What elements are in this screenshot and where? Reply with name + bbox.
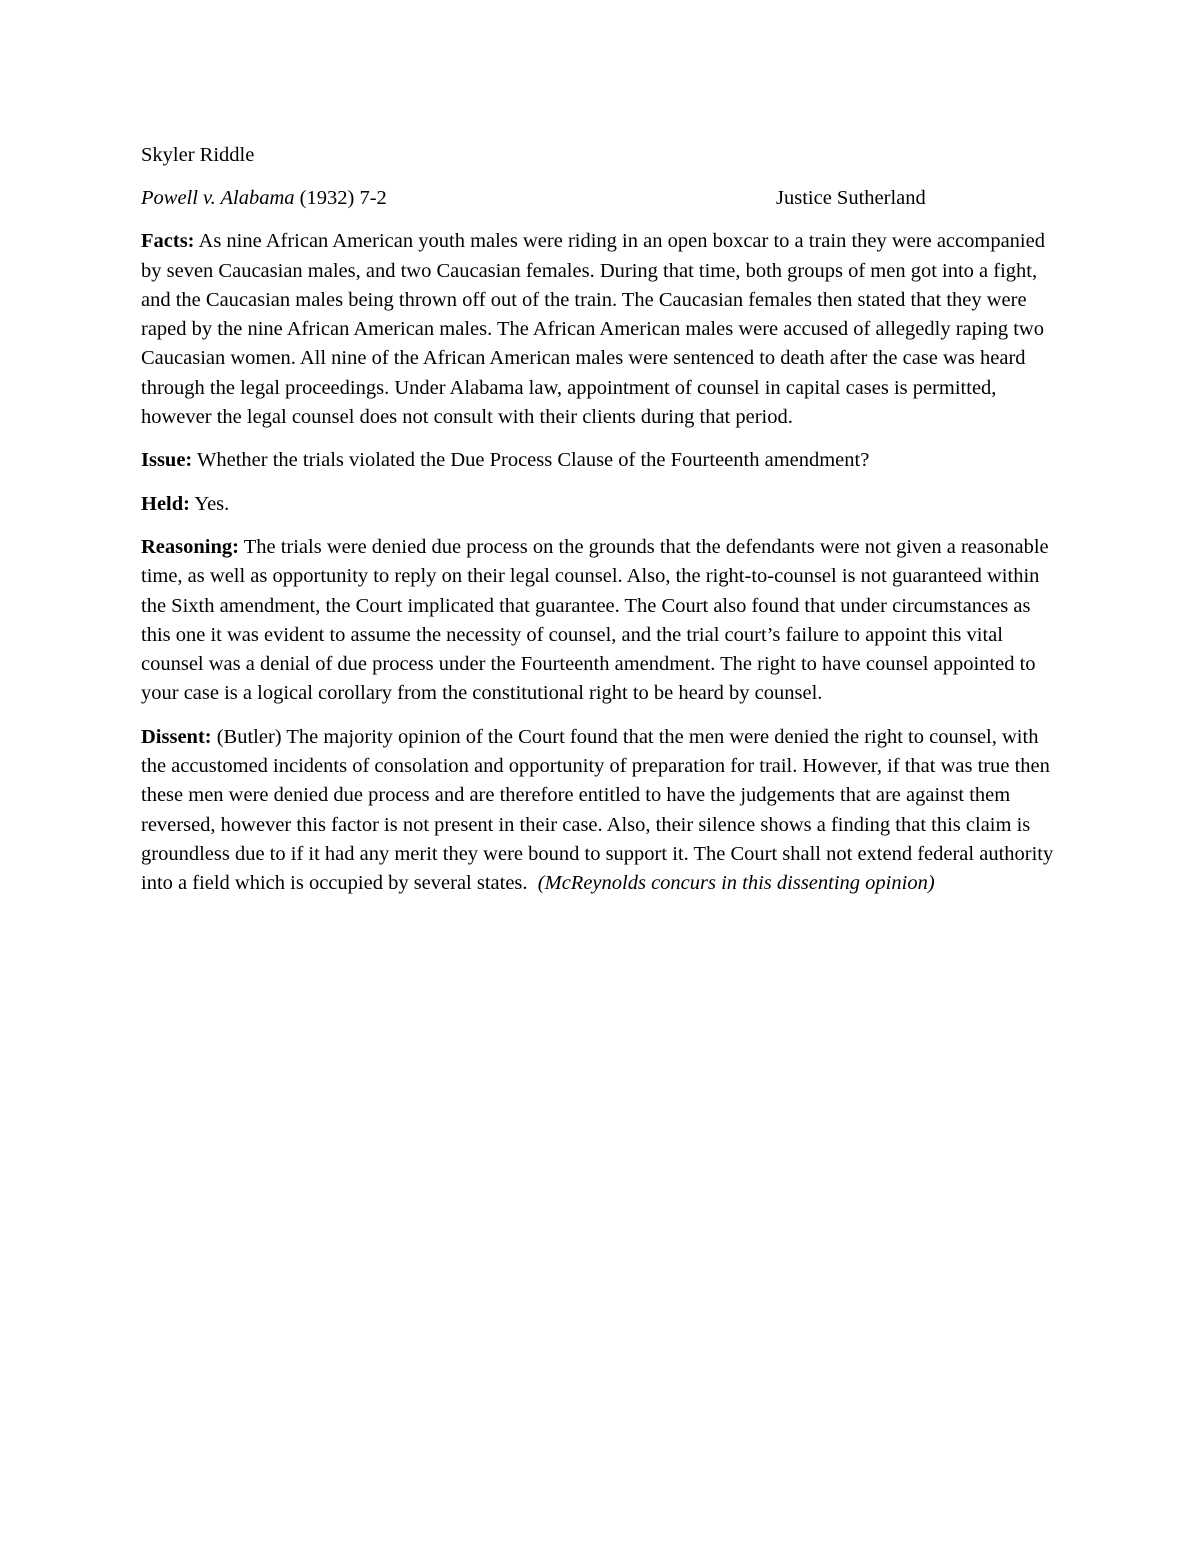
facts-text: As nine African American youth males were riding in an open boxcar to a train they were accompanied by seven Caucasian males, and two Caucasian females. During that time, both groups of men got into a fight, and the Caucasian males being thrown off out of the train. The Caucasian females then stated that they were raped by the nine African American males. The African American males were accused of allegedly raping two Caucasian women. All nine of the African American males were sentenced to death after the case was heard through the legal proceedings. Under Alabama law, appointment of counsel in capital cases is permitted, however the legal counsel does not consult with their clients during that period. [141, 230, 1045, 429]
case-heading [141, 184, 1061, 213]
dissent-section [141, 723, 1061, 899]
held-section [141, 490, 1061, 519]
dissent-label: Dissent: [141, 725, 212, 748]
case-justice: Justice Sutherland [776, 187, 926, 210]
held-text: Yes. [189, 492, 230, 515]
case-name: Powell v. Alabama [141, 187, 295, 210]
case-year-vote: (1932) 7-2 [294, 187, 387, 210]
author-name: Skyler Riddle [141, 144, 255, 166]
issue-label: Issue: [141, 449, 193, 472]
issue-text: Whether the trials violated the Due Process Clause of the Fourteenth amendment? [192, 449, 870, 472]
reasoning-text: The trials were denied due process on the grounds that the defendants were not given a reasonable time, as well as opportunity to reply on their legal counsel. Also, the right-to-counsel is not guaranteed within the Sixth amendment, the Court implicated that guarantee. The Court also found that under circumstances as this one it was evident to assume the necessity of counsel, and the trial court’s failure to appoint this vital counsel was a denial of due process under the Fourteenth amendment. The right to have counsel appointed to your case is a logical corollary from the constitutional right to be heard by counsel. [141, 535, 1049, 705]
facts-section [141, 227, 1061, 432]
case-citation [141, 184, 387, 213]
reasoning-label: Reasoning: [141, 535, 239, 558]
issue-section [141, 446, 1061, 475]
document-body [141, 141, 1061, 913]
held-label: Held: [141, 492, 190, 515]
reasoning-section [141, 533, 1061, 709]
facts-label: Facts: [141, 230, 195, 253]
dissent-text: (Butler) The majority opinion of the Court found that the men were denied the right to counsel, with the accustomed incidents of consolation and opportunity of preparation for trail. However, if that was true then these men were denied due process and are therefore entitled to have the judgements that are against them reversed, however this factor is not present in their case. Also, their silence shows a finding that this claim is groundless due to if it had any merit they were bound to support it. The Court shall not extend federal authority into a field which is occupied by several states. [141, 725, 1059, 895]
dissent-note: (McReynolds concurs in this dissenting opinion) [537, 872, 935, 895]
